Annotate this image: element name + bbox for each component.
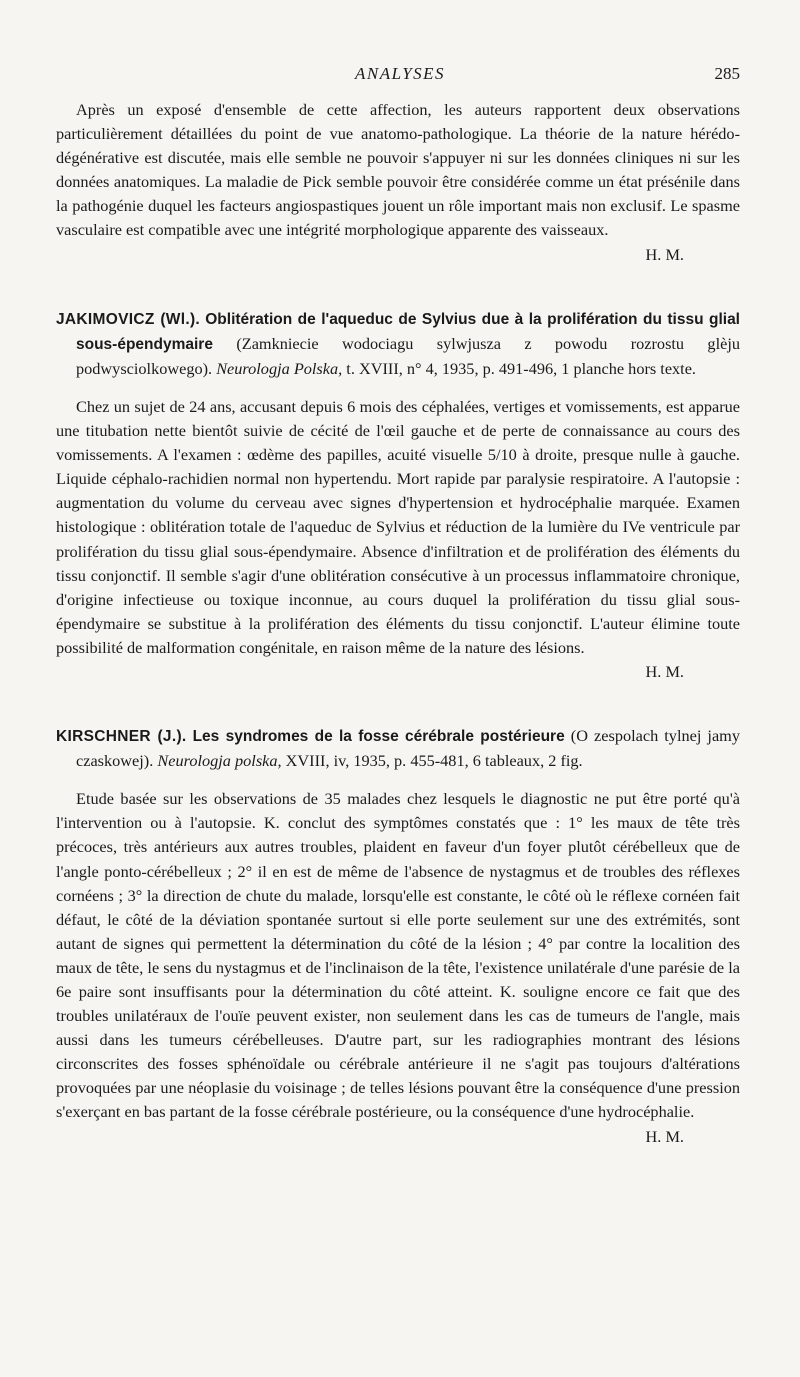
intro-signature: H. M.	[645, 244, 684, 264]
entry-title: Les syndromes de la fosse cérébrale postérieure	[192, 728, 565, 746]
entry-citation	[56, 724, 740, 773]
page-number: 285	[714, 64, 740, 83]
entry-original-title: (Zamkniecie wodociagu sylwjusza z powodu rozrostu glèju podwysciolkowego).	[76, 333, 740, 378]
entry-original-title: (O zespolach tylnej jamy czaskowej).	[76, 726, 740, 771]
entry-author: JAKIMOVICZ (Wl.).	[56, 310, 201, 328]
entry-citation	[56, 307, 740, 381]
entry-author: KIRSCHNER (J.).	[56, 728, 187, 746]
review-entry-kirschner	[56, 724, 740, 1146]
entry-body-text: Etude basée sur les observations de 35 malades chez lesquels le diagnostic ne put être porté qu'à l'intervention ou à l'autopsie. K. conclut des symptômes constatés que : 1° les maux de tête très précoces, très antérieurs aux autres troubles, plaident en faveur d'un foyer plutôt cérébelleux que de l'angle ponto-cérébelleux ; 2° il en est de même de l'absence de nystagmus et de troubles des réflexes cornéens ; 3° la direction de chute du malade, lorsqu'elle est constante, le côté où le réflexe cornéen fait défaut, le côté de la déviation spontanée surtout si elle porte seulement sur une des extrémités, sont autant de signes qui permettent la détermination du côté de la lésion ; 4° par contre la localition des maux de tête, le sens du nystagmus et de l'inclinaison de la tête, l'existence unilatérale d'une parésie de la 6e paire sont insuffisants pour la détermination du côté atteint. K. souligne encore ce fait que des troubles unilatéraux de l'ouïe peuvent exister, non seulement dans les cas de tumeurs de l'angle, mais aussi dans les tumeurs cérébelleuses. D'autre part, sur les radiographies montrant des lésions circonscrites des fosses sphénoïdale ou cérébrale antérieure il ne s'agit pas toujours d'altérations provoquées par une néoplasie du voisinage ; de telles lésions pouvant être la conséquence d'une pression s'exerçant en bas partant de la fosse cérébrale postérieure, ou la conséquence d'une hydrocéphalie.	[56, 789, 740, 1122]
running-title: ANALYSES	[354, 64, 446, 83]
entry-signature: H. M.	[645, 1126, 684, 1146]
entry-signature: H. M.	[645, 661, 684, 681]
page-header	[60, 64, 740, 86]
entry-reference: t. XVIII, n° 4, 1935, p. 491-496, 1 planche hors texte.	[346, 358, 697, 378]
entry-journal: Neurologja polska,	[157, 751, 282, 771]
entry-body: Chez un sujet de 24 ans, accusant depuis 6 mois des céphalées, vertiges et vomissements, est apparue une titubation nette bientôt suivie de cécité de l'œil gauche et de perte de connaissance au cours des vomissements. A l'examen : œdème des papilles, acuité visuelle 5/10 à droite, presque nulle à gauche. Liquide céphalo-rachidien normal non hypertendu. Mort rapide par paralysie respiratoire. A l'autopsie : augmentation du volume du cerveau avec signes d'hypertension et hydrocéphalie marquée. Examen histologique : oblitération totale de l'aqueduc de Sylvius et réduction de la lumière du IVe ventricule par prolifération du tissu glial sous-épendymaire. Absence d'infiltration et de prolifération des éléments du tissu conjonctif. Il semble s'agir d'une oblitération consécutive à un processus inflammatoire chronique, d'origine infectieuse ou toxique inconnue, au cours duquel la prolifération du tissu glial sous-épendymaire se substitue à la prolifération des éléments du tissu conjonctif. L'auteur élimine toute possibilité de malformation congénitale, en raison même de la nature des lésions.	[56, 396, 740, 657]
entry-title: Oblitération de l'aqueduc de Sylvius due à la prolifération du tissu glial sous-épendymaire	[76, 310, 740, 353]
entry-body	[56, 787, 740, 1146]
intro-paragraph: Après un exposé d'ensemble de cette affection, les auteurs rapportent deux observations particulièrement détaillées du point de vue anatomo-pathologique. La théorie de la nature hérédo-dégénérative est discutée, mais elle semble ne pouvoir s'appuyer ni sur les données cliniques ni sur les données anatomiques. La maladie de Pick semble pouvoir être considérée comme un état présénile dans la pathogénie duquel les facteurs angiospastiques jouent un rôle important mais non exclusif. Le spasme vasculaire est compatible avec une intégrité morphologique apparente des vaisseaux.	[56, 100, 740, 240]
entry-reference: XVIII, iv, 1935, p. 455-481, 6 tableaux, 2 fig.	[285, 751, 583, 771]
entry-journal: Neurologja Polska,	[216, 358, 343, 378]
review-entry-jakimovicz	[56, 307, 740, 684]
page-content	[56, 98, 740, 1149]
